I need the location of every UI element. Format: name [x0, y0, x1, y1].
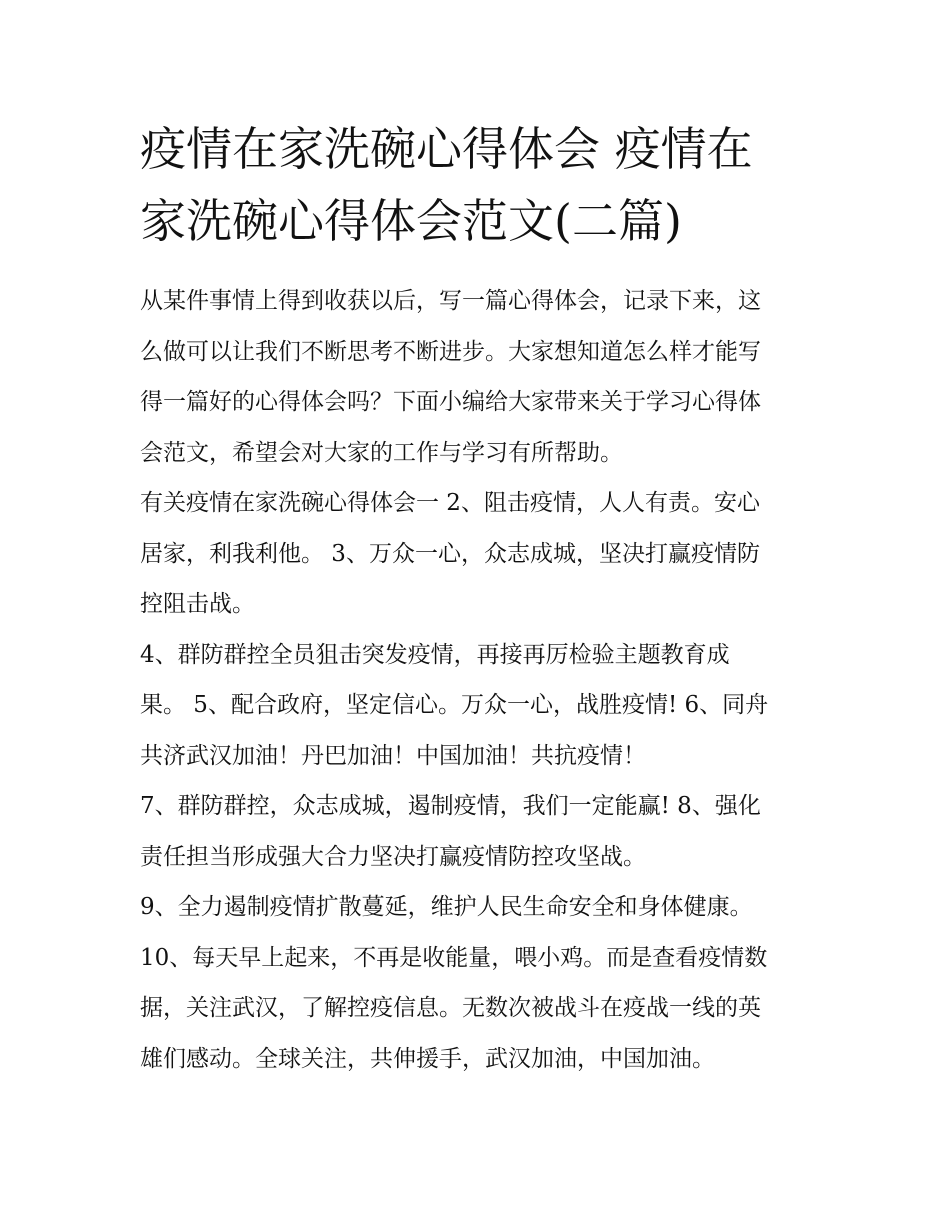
paragraph-line: 居家，利我利他。 3、万众一心，众志成城，坚决打赢疫情防 — [140, 540, 760, 567]
paragraph-line: 有关疫情在家洗碗心得体会一 2、阻击疫情，人人有责。安心 — [140, 490, 760, 516]
paragraph-line: 雄们感动。全球关注，共伸援手，武汉加油，中国加油。 — [140, 1045, 715, 1072]
paragraph-line: 会范文，希望会对大家的工作与学习有所帮助。 — [140, 439, 623, 466]
paragraph-line: 据，关注武汉，了解控疫信息。无数次被战斗在疫战一线的英 — [140, 995, 761, 1021]
paragraph-slogans-1 — [140, 478, 820, 630]
paragraph-line: 从某件事情上得到收获以后，写一篇心得体会，记录下来，这 — [140, 288, 761, 314]
paragraph-slogans-4 — [140, 882, 820, 933]
document-body — [140, 276, 820, 1084]
title-line: 疫情在家洗碗心得体会 疫情在 — [140, 122, 753, 176]
title-line: 家洗碗心得体会范文(二篇) — [140, 194, 682, 248]
paragraph-line: 10、每天早上起来，不再是收能量，喂小鸡。而是查看疫情数 — [140, 944, 768, 971]
paragraph-line: 果。 5、配合政府，坚定信心。万众一心，战胜疫情! 6、同舟 — [140, 692, 769, 718]
paragraph-line: 9、全力遏制疫情扩散蔓延，维护人民生命安全和身体健康。 — [140, 894, 753, 920]
paragraph-line: 7、群防群控，众志成城，遏制疫情，我们一定能赢! 8、强化 — [140, 793, 761, 819]
paragraph-line: 么做可以让我们不断思考不断进步。大家想知道怎么样才能写 — [140, 338, 761, 365]
paragraph-slogans-2 — [140, 630, 820, 782]
document-title — [140, 113, 820, 257]
paragraph-line: 责任担当形成强大合力坚决打赢疫情防控攻坚战。 — [140, 843, 646, 870]
paragraph-slogans-3 — [140, 781, 820, 882]
paragraph-slogans-5 — [140, 933, 820, 1085]
paragraph-line: 共济武汉加油！丹巴加油！中国加油！共抗疫情！ — [140, 742, 646, 769]
paragraph-line: 得一篇好的心得体会吗？下面小编给大家带来关于学习心得体 — [140, 389, 761, 415]
paragraph-line: 4、群防群控全员狙击突发疫情，再接再厉检验主题教育成 — [140, 641, 730, 668]
paragraph-line: 控阻击战。 — [140, 591, 255, 617]
paragraph-intro — [140, 276, 820, 478]
